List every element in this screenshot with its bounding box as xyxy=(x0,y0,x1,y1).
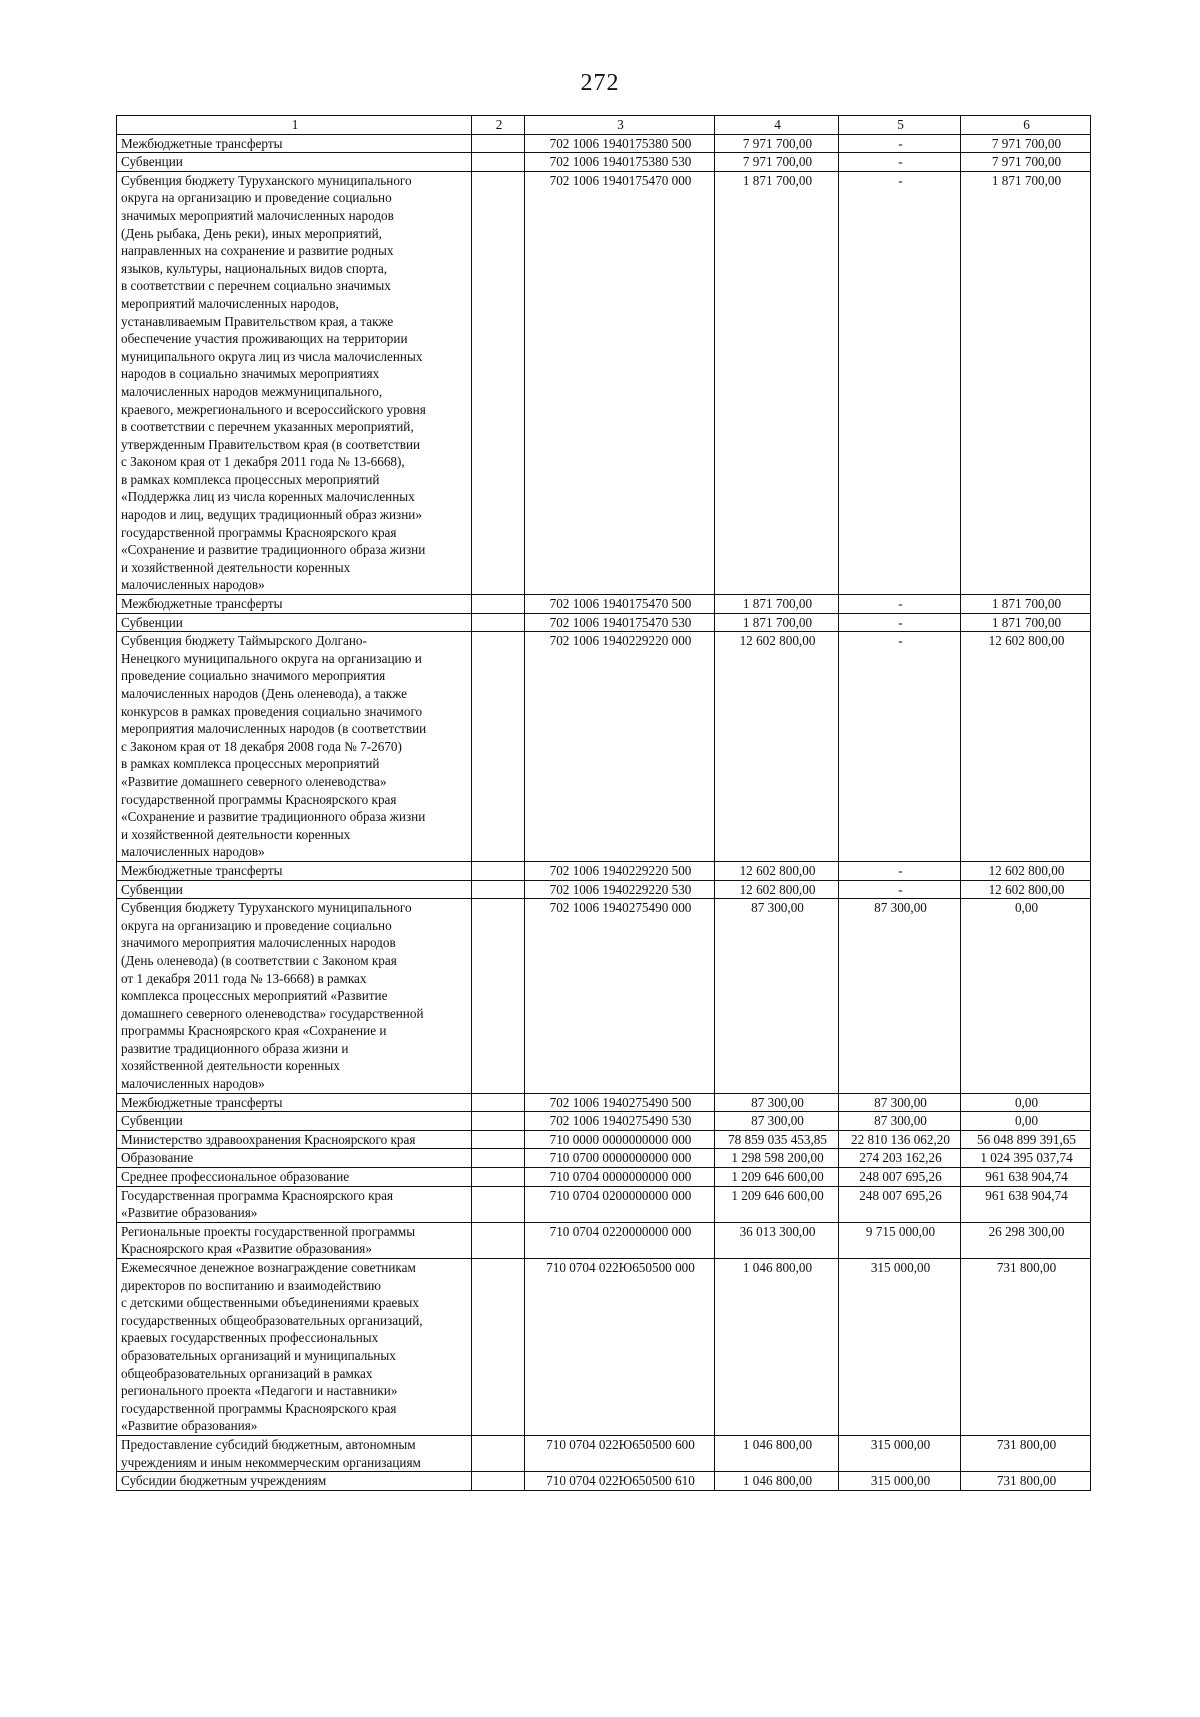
table-row xyxy=(117,1435,1091,1471)
row-executed-cell: - xyxy=(839,595,961,614)
table-row xyxy=(117,1259,1091,1436)
column-header: 1 xyxy=(117,116,472,135)
row-remainder-cell: 0,00 xyxy=(961,899,1091,1094)
row-amount-cell: 78 859 035 453,85 xyxy=(715,1130,839,1149)
row-remainder-cell: 731 800,00 xyxy=(961,1435,1091,1471)
row-name-cell: Межбюджетные трансферты xyxy=(117,595,472,614)
row-amount-cell: 1 209 646 600,00 xyxy=(715,1186,839,1222)
table-row xyxy=(117,1149,1091,1168)
table-row xyxy=(117,632,1091,862)
row-code-cell: 702 1006 1940175470 530 xyxy=(525,613,715,632)
row-code-cell: 702 1006 1940229220 500 xyxy=(525,861,715,880)
row-name-cell: Среднее профессиональное образование xyxy=(117,1168,472,1187)
row-code-cell: 710 0704 022Ю650500 000 xyxy=(525,1259,715,1436)
row-col2-cell xyxy=(472,1149,525,1168)
row-executed-cell: - xyxy=(839,171,961,594)
row-col2-cell xyxy=(472,1112,525,1131)
row-col2-cell xyxy=(472,1222,525,1258)
row-code-cell: 710 0704 022Ю650500 610 xyxy=(525,1472,715,1491)
row-amount-cell: 1 871 700,00 xyxy=(715,613,839,632)
column-header: 2 xyxy=(472,116,525,135)
column-header: 4 xyxy=(715,116,839,135)
row-amount-cell: 12 602 800,00 xyxy=(715,861,839,880)
row-amount-cell: 1 046 800,00 xyxy=(715,1259,839,1436)
row-col2-cell xyxy=(472,1472,525,1491)
row-executed-cell: 87 300,00 xyxy=(839,1093,961,1112)
row-col2-cell xyxy=(472,880,525,899)
row-amount-cell: 12 602 800,00 xyxy=(715,632,839,862)
row-code-cell: 702 1006 1940175470 000 xyxy=(525,171,715,594)
row-name-cell: Министерство здравоохранения Красноярского края xyxy=(117,1130,472,1149)
table-row xyxy=(117,153,1091,172)
row-executed-cell: 248 007 695,26 xyxy=(839,1186,961,1222)
row-col2-cell xyxy=(472,153,525,172)
row-remainder-cell: 1 871 700,00 xyxy=(961,171,1091,594)
row-name-cell: Субвенции xyxy=(117,613,472,632)
row-name-cell: Межбюджетные трансферты xyxy=(117,861,472,880)
row-remainder-cell: 26 298 300,00 xyxy=(961,1222,1091,1258)
row-code-cell: 702 1006 1940175380 530 xyxy=(525,153,715,172)
row-remainder-cell: 7 971 700,00 xyxy=(961,134,1091,153)
row-amount-cell: 1 871 700,00 xyxy=(715,171,839,594)
table-row xyxy=(117,1130,1091,1149)
row-remainder-cell: 56 048 899 391,65 xyxy=(961,1130,1091,1149)
row-name-cell: Субвенции xyxy=(117,153,472,172)
row-code-cell: 702 1006 1940175470 500 xyxy=(525,595,715,614)
row-remainder-cell: 731 800,00 xyxy=(961,1259,1091,1436)
row-code-cell: 702 1006 1940229220 530 xyxy=(525,880,715,899)
row-executed-cell: - xyxy=(839,632,961,862)
row-executed-cell: 87 300,00 xyxy=(839,1112,961,1131)
row-amount-cell: 87 300,00 xyxy=(715,1112,839,1131)
row-remainder-cell: 731 800,00 xyxy=(961,1472,1091,1491)
row-name-cell: Субвенция бюджету Туруханского муниципального округа на организацию и проведение социально значимых мероприятий малочисленных народов (День рыбака, День реки), иных мероприятий, направленных на сохранение и развитие родных языков, культуры, национальных видов спорта, в соответствии с перечнем социально значимых мероприятий малочисленных народов, устанавливаемым Правительством края, а также обеспечение участия проживающих на территории муниципального округа лиц из числа малочисленных народов в социально значимых мероприятиях малочисленных народов межмуниципального, краевого, межрегионального и всероссийского уровня в соответствии с перечнем указанных мероприятий, утвержденным Правительством края (в соответствии с Законом края от 1 декабря 2011 года № 13-6668), в рамках комплекса процессных мероприятий «Поддержка лиц из числа коренных малочисленных народов и лиц, ведущих традиционный образ жизни» государственной программы Красноярского края «Сохранение и развитие традиционного образа жизни и хозяйственной деятельности коренных малочисленных народов» xyxy=(117,171,472,594)
row-col2-cell xyxy=(472,1435,525,1471)
row-code-cell: 702 1006 1940275490 000 xyxy=(525,899,715,1094)
row-name-cell: Образование xyxy=(117,1149,472,1168)
row-remainder-cell: 7 971 700,00 xyxy=(961,153,1091,172)
row-name-cell: Региональные проекты государственной программы Красноярского края «Развитие образования» xyxy=(117,1222,472,1258)
row-remainder-cell: 12 602 800,00 xyxy=(961,880,1091,899)
row-executed-cell: - xyxy=(839,861,961,880)
table-row xyxy=(117,1093,1091,1112)
table-row xyxy=(117,1168,1091,1187)
row-amount-cell: 1 871 700,00 xyxy=(715,595,839,614)
row-amount-cell: 7 971 700,00 xyxy=(715,153,839,172)
row-col2-cell xyxy=(472,1186,525,1222)
row-col2-cell xyxy=(472,613,525,632)
row-remainder-cell: 961 638 904,74 xyxy=(961,1186,1091,1222)
column-header: 3 xyxy=(525,116,715,135)
row-executed-cell: 274 203 162,26 xyxy=(839,1149,961,1168)
row-name-cell: Субвенция бюджету Таймырского Долгано- Ненецкого муниципального округа на организацию и проведение социально значимого мероприятия малочисленных народов (День оленевода), а также конкурсов в рамках проведения социально значимого мероприятия малочисленных народов (в соответствии с Законом края от 18 декабря 2008 года № 7-2670) в рамках комплекса процессных мероприятий «Развитие домашнего северного оленеводства» государственной программы Красноярского края «Сохранение и развитие традиционного образа жизни и хозяйственной деятельности коренных малочисленных народов» xyxy=(117,632,472,862)
row-executed-cell: - xyxy=(839,613,961,632)
table-row xyxy=(117,899,1091,1094)
row-executed-cell: - xyxy=(839,153,961,172)
row-col2-cell xyxy=(472,899,525,1094)
row-name-cell: Государственная программа Красноярского края «Развитие образования» xyxy=(117,1186,472,1222)
table-row xyxy=(117,1186,1091,1222)
row-remainder-cell: 1 871 700,00 xyxy=(961,613,1091,632)
table-row xyxy=(117,1222,1091,1258)
row-code-cell: 702 1006 1940275490 530 xyxy=(525,1112,715,1131)
row-name-cell: Межбюджетные трансферты xyxy=(117,134,472,153)
row-code-cell: 710 0704 0220000000 000 xyxy=(525,1222,715,1258)
row-remainder-cell: 12 602 800,00 xyxy=(961,632,1091,862)
table-row xyxy=(117,613,1091,632)
row-amount-cell: 7 971 700,00 xyxy=(715,134,839,153)
row-amount-cell: 1 209 646 600,00 xyxy=(715,1168,839,1187)
row-executed-cell: - xyxy=(839,134,961,153)
row-remainder-cell: 1 871 700,00 xyxy=(961,595,1091,614)
row-name-cell: Ежемесячное денежное вознаграждение советникам директоров по воспитанию и взаимодействию с детскими общественными объединениями краевых государственных общеобразовательных организаций, краевых государственных профессиональных образовательных организаций и муниципальных общеобразовательных организаций в рамках регионального проекта «Педагоги и наставники» государственной программы Красноярского края «Развитие образования» xyxy=(117,1259,472,1436)
table-row xyxy=(117,880,1091,899)
row-name-cell: Субвенция бюджету Туруханского муниципального округа на организацию и проведение социально значимого мероприятия малочисленных народов (День оленевода) (в соответствии с Законом края от 1 декабря 2011 года № 13-6668) в рамках комплекса процессных мероприятий «Развитие домашнего северного оленеводства» государственной программы Красноярского края «Сохранение и развитие традиционного образа жизни и хозяйственной деятельности коренных малочисленных народов» xyxy=(117,899,472,1094)
row-code-cell: 710 0704 022Ю650500 600 xyxy=(525,1435,715,1471)
page-number: 272 xyxy=(580,70,620,96)
row-name-cell: Межбюджетные трансферты xyxy=(117,1093,472,1112)
row-executed-cell: 315 000,00 xyxy=(839,1259,961,1436)
table-row xyxy=(117,1472,1091,1491)
row-code-cell: 710 0700 0000000000 000 xyxy=(525,1149,715,1168)
table-row xyxy=(117,134,1091,153)
table-row xyxy=(117,171,1091,594)
row-code-cell: 702 1006 1940229220 000 xyxy=(525,632,715,862)
column-header: 6 xyxy=(961,116,1091,135)
row-remainder-cell: 12 602 800,00 xyxy=(961,861,1091,880)
row-col2-cell xyxy=(472,1093,525,1112)
row-remainder-cell: 1 024 395 037,74 xyxy=(961,1149,1091,1168)
row-code-cell: 710 0704 0200000000 000 xyxy=(525,1186,715,1222)
row-executed-cell: 87 300,00 xyxy=(839,899,961,1094)
row-amount-cell: 87 300,00 xyxy=(715,1093,839,1112)
row-col2-cell xyxy=(472,595,525,614)
row-executed-cell: 22 810 136 062,20 xyxy=(839,1130,961,1149)
row-col2-cell xyxy=(472,1130,525,1149)
row-executed-cell: 315 000,00 xyxy=(839,1435,961,1471)
row-col2-cell xyxy=(472,632,525,862)
row-amount-cell: 1 046 800,00 xyxy=(715,1472,839,1491)
row-col2-cell xyxy=(472,171,525,594)
row-amount-cell: 12 602 800,00 xyxy=(715,880,839,899)
row-col2-cell xyxy=(472,1168,525,1187)
table-row xyxy=(117,595,1091,614)
row-executed-cell: - xyxy=(839,880,961,899)
row-amount-cell: 87 300,00 xyxy=(715,899,839,1094)
row-amount-cell: 1 046 800,00 xyxy=(715,1435,839,1471)
table-row xyxy=(117,1112,1091,1131)
row-remainder-cell: 0,00 xyxy=(961,1093,1091,1112)
row-remainder-cell: 961 638 904,74 xyxy=(961,1168,1091,1187)
row-remainder-cell: 0,00 xyxy=(961,1112,1091,1131)
row-code-cell: 702 1006 1940175380 500 xyxy=(525,134,715,153)
column-number-header xyxy=(117,116,1091,135)
row-amount-cell: 1 298 598 200,00 xyxy=(715,1149,839,1168)
row-name-cell: Субсидии бюджетным учреждениям xyxy=(117,1472,472,1491)
table-row xyxy=(117,861,1091,880)
row-executed-cell: 9 715 000,00 xyxy=(839,1222,961,1258)
row-name-cell: Субвенции xyxy=(117,1112,472,1131)
row-code-cell: 702 1006 1940275490 500 xyxy=(525,1093,715,1112)
row-code-cell: 710 0704 0000000000 000 xyxy=(525,1168,715,1187)
row-col2-cell xyxy=(472,134,525,153)
row-executed-cell: 315 000,00 xyxy=(839,1472,961,1491)
row-name-cell: Предоставление субсидий бюджетным, автономным учреждениям и иным некоммерческим организациям xyxy=(117,1435,472,1471)
row-code-cell: 710 0000 0000000000 000 xyxy=(525,1130,715,1149)
column-header: 5 xyxy=(839,116,961,135)
budget-table xyxy=(116,115,1091,1491)
row-col2-cell xyxy=(472,861,525,880)
row-executed-cell: 248 007 695,26 xyxy=(839,1168,961,1187)
row-name-cell: Субвенции xyxy=(117,880,472,899)
row-amount-cell: 36 013 300,00 xyxy=(715,1222,839,1258)
row-col2-cell xyxy=(472,1259,525,1436)
